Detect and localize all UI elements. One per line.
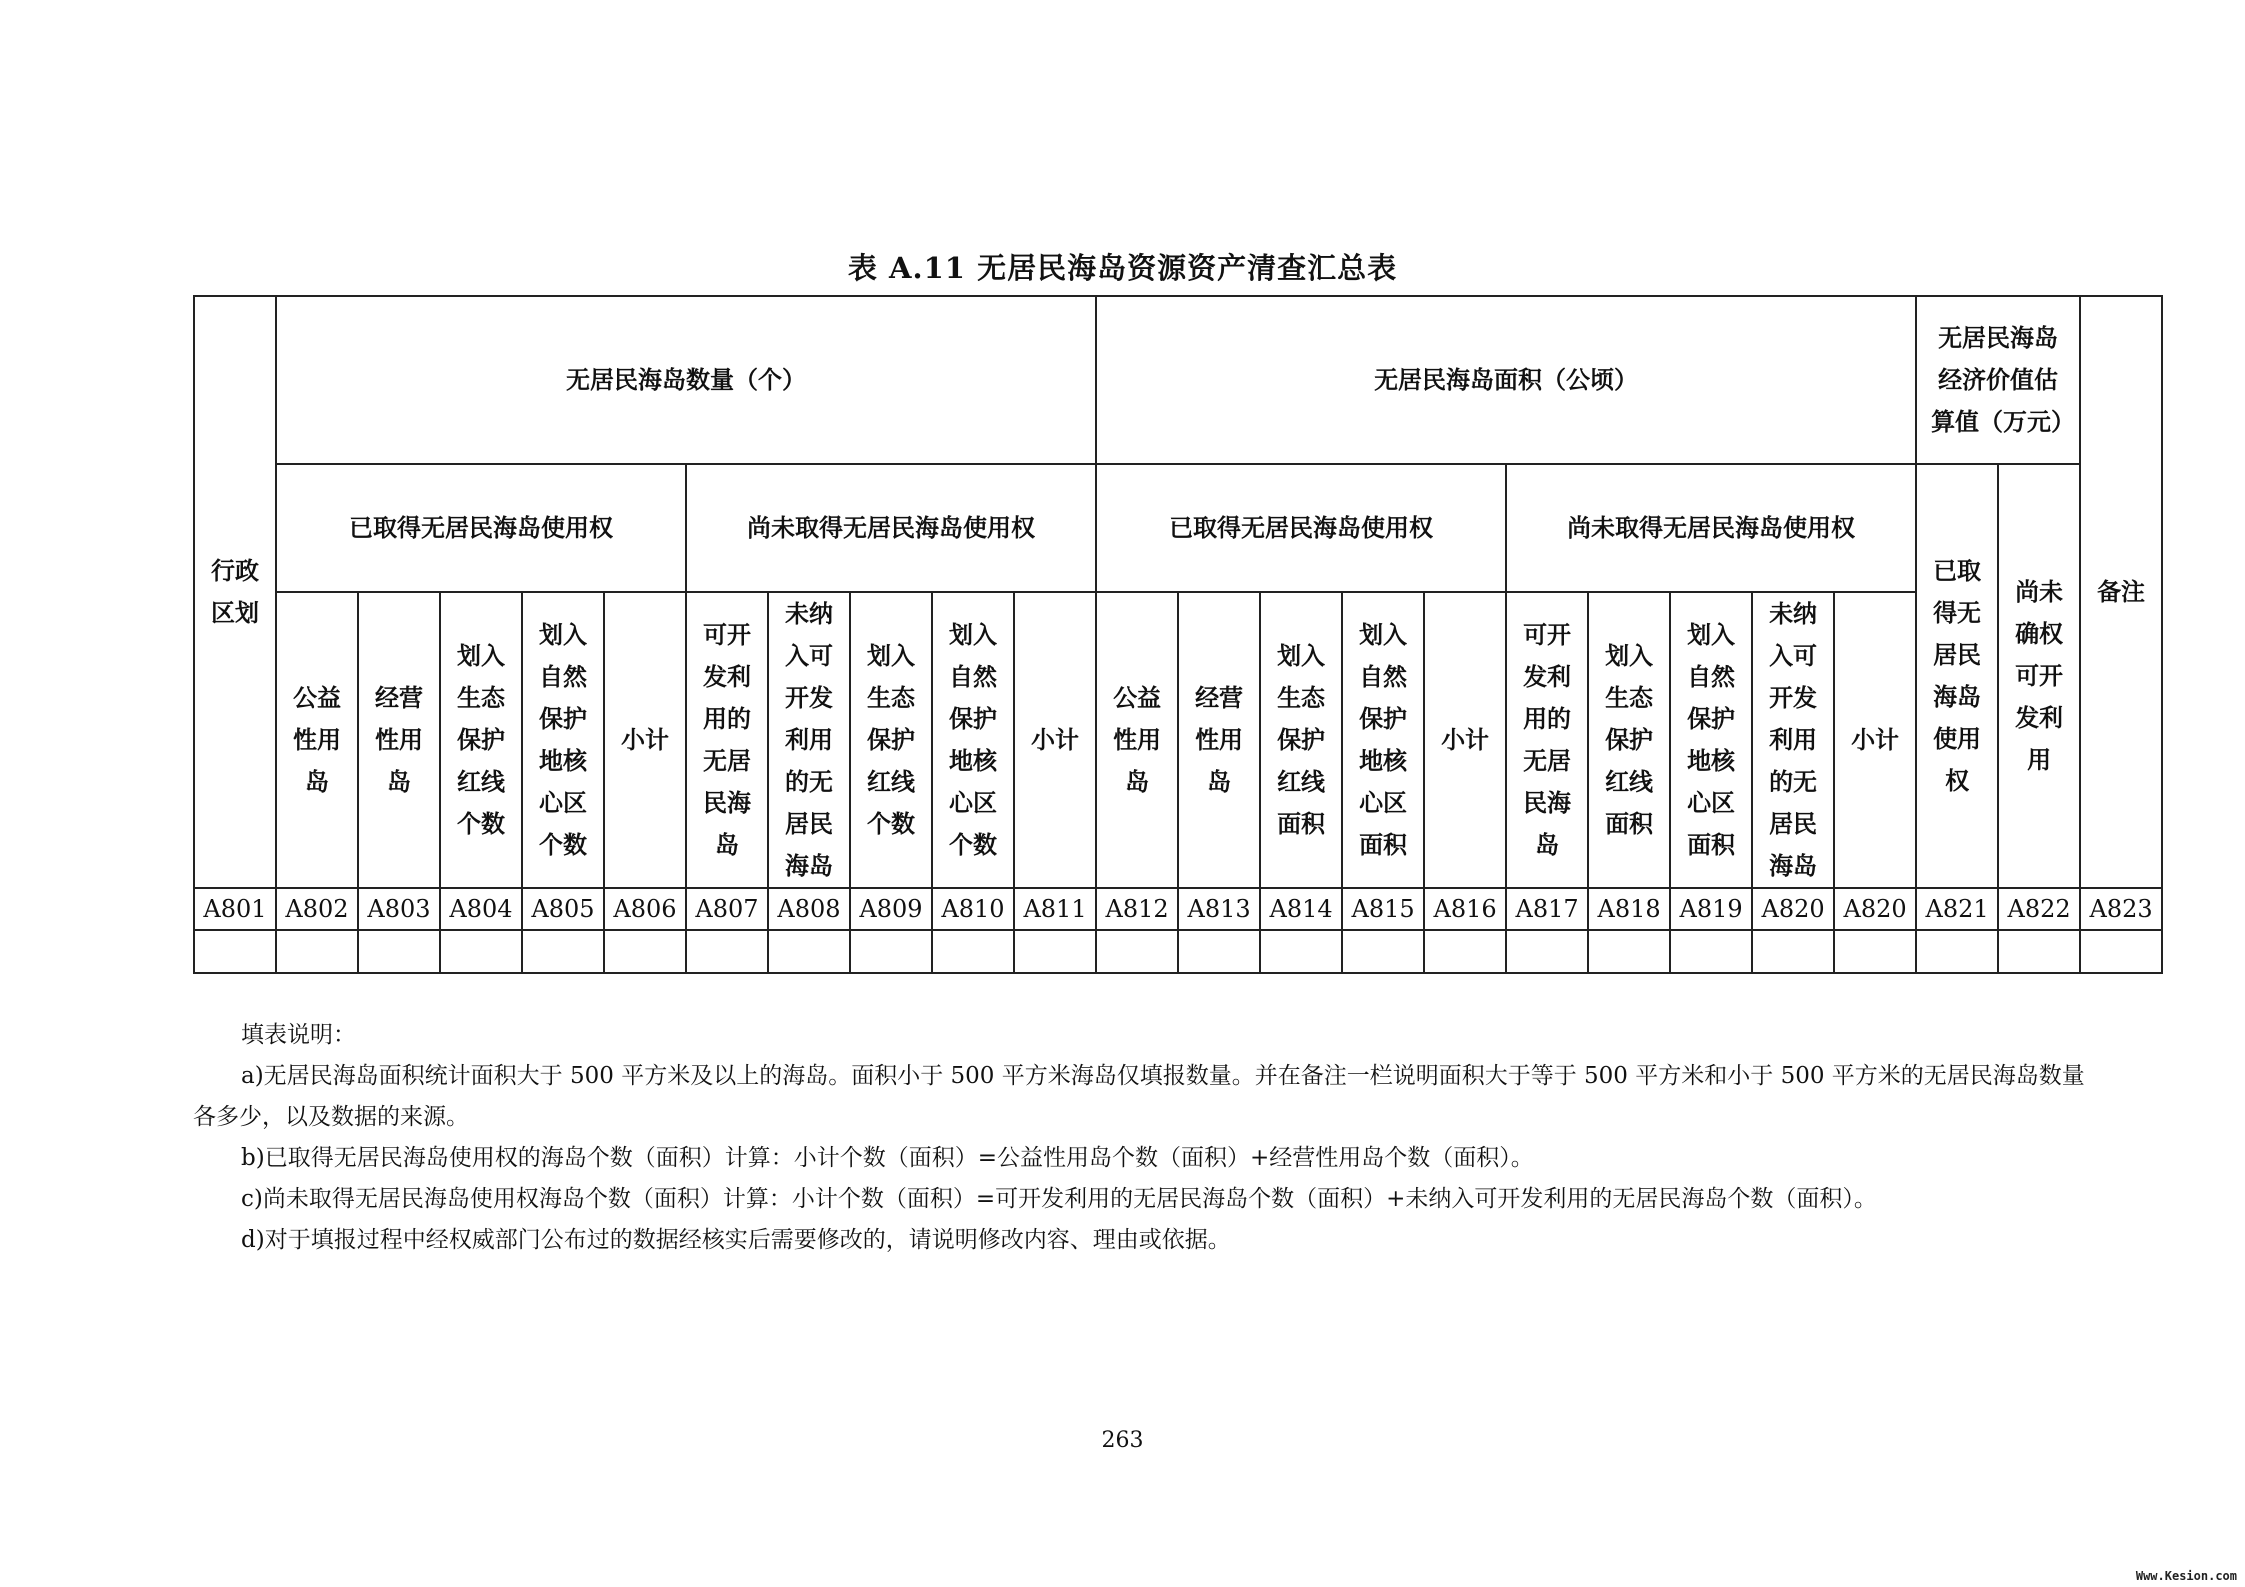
data-cell[interactable] — [1752, 930, 1834, 973]
data-cell[interactable] — [768, 930, 850, 973]
col-header: 小计 — [1014, 592, 1096, 888]
code-cell: A802 — [276, 888, 358, 930]
col-header: 可开发利用的无居民海岛 — [686, 592, 768, 888]
code-cell: A820 — [1752, 888, 1834, 930]
code-cell: A820 — [1834, 888, 1916, 930]
col-header: 小计 — [1424, 592, 1506, 888]
notes-heading: 填表说明： — [241, 1022, 356, 1048]
data-cell[interactable] — [1424, 930, 1506, 973]
code-cell: A805 — [522, 888, 604, 930]
code-cell: A812 — [1096, 888, 1178, 930]
data-cell[interactable] — [1342, 930, 1424, 973]
col-header: 经营性用岛 — [358, 592, 440, 888]
data-cell[interactable] — [2080, 930, 2162, 973]
area-header: 无居民海岛面积（公顷） — [1096, 296, 1916, 464]
data-cell[interactable] — [1670, 930, 1752, 973]
page-number: 263 — [1101, 1428, 1144, 1453]
code-cell: A804 — [440, 888, 522, 930]
note-item: b)已取得无居民海岛使用权的海岛个数（面积）计算：小计个数（面积）=公益性用岛个数（面积）+经营性用岛个数（面积）。 — [241, 1145, 1534, 1171]
data-cell[interactable] — [850, 930, 932, 973]
data-cell[interactable] — [358, 930, 440, 973]
col-header: 未纳入可开发利用的无居民海岛 — [768, 592, 850, 888]
region-header: 行政区划 — [194, 296, 276, 888]
code-cell: A822 — [1998, 888, 2080, 930]
code-cell: A801 — [194, 888, 276, 930]
code-cell: A809 — [850, 888, 932, 930]
data-cell[interactable] — [1916, 930, 1998, 973]
note-item: c)尚未取得无居民海岛使用权海岛个数（面积）计算：小计个数（面积）=可开发利用的无居民海岛个数（面积）+未纳入可开发利用的无居民海岛个数（面积）。 — [241, 1186, 1877, 1212]
note-item: d)对于填报过程中经权威部门公布过的数据经核实后需要修改的，请说明修改内容、理由或依据。 — [241, 1227, 1231, 1253]
table-title: 表 A.11 无居民海岛资源资产清查汇总表 — [847, 251, 1398, 285]
code-cell: A813 — [1178, 888, 1260, 930]
code-cell: A811 — [1014, 888, 1096, 930]
col-header: 划入生态保护红线个数 — [850, 592, 932, 888]
data-cell[interactable] — [194, 930, 276, 973]
code-cell: A814 — [1260, 888, 1342, 930]
code-cell: A810 — [932, 888, 1014, 930]
data-cell[interactable] — [1506, 930, 1588, 973]
code-cell: A816 — [1424, 888, 1506, 930]
data-cell[interactable] — [1014, 930, 1096, 973]
col-header: 小计 — [604, 592, 686, 888]
col-header: 小计 — [1834, 592, 1916, 888]
value-header: 无居民海岛经济价值估算值（万元） — [1916, 296, 2080, 464]
code-cell: A806 — [604, 888, 686, 930]
data-cell[interactable] — [1178, 930, 1260, 973]
col-header: 划入自然保护地核心区面积 — [1342, 592, 1424, 888]
col-header: 划入自然保护地核心区面积 — [1670, 592, 1752, 888]
data-row — [194, 930, 2162, 973]
code-cell: A803 — [358, 888, 440, 930]
watermark: Www.Kesion.com — [2135, 1569, 2237, 1583]
summary-table — [193, 295, 2163, 974]
col-header: 划入生态保护红线个数 — [440, 592, 522, 888]
data-cell[interactable] — [1834, 930, 1916, 973]
data-cell[interactable] — [440, 930, 522, 973]
data-cell[interactable] — [276, 930, 358, 973]
code-cell: A807 — [686, 888, 768, 930]
code-cell: A817 — [1506, 888, 1588, 930]
data-cell[interactable] — [932, 930, 1014, 973]
code-cell: A808 — [768, 888, 850, 930]
col-header: 可开发利用的无居民海岛 — [1506, 592, 1588, 888]
code-row — [194, 888, 2162, 930]
quantity-header: 无居民海岛数量（个） — [276, 296, 1096, 464]
col-header: 经营性用岛 — [1178, 592, 1260, 888]
quantity-not-obtained-header: 尚未取得无居民海岛使用权 — [686, 464, 1096, 592]
code-cell: A819 — [1670, 888, 1752, 930]
value-obtained-header: 已取得无居民海岛使用权 — [1916, 464, 1998, 888]
area-not-obtained-header: 尚未取得无居民海岛使用权 — [1506, 464, 1916, 592]
col-header: 未纳入可开发利用的无居民海岛 — [1752, 592, 1834, 888]
col-header: 公益性用岛 — [276, 592, 358, 888]
col-header: 划入自然保护地核心区个数 — [932, 592, 1014, 888]
col-header: 公益性用岛 — [1096, 592, 1178, 888]
code-cell: A821 — [1916, 888, 1998, 930]
data-cell[interactable] — [604, 930, 686, 973]
area-obtained-header: 已取得无居民海岛使用权 — [1096, 464, 1506, 592]
note-item: a)无居民海岛面积统计面积大于 500 平方米及以上的海岛。面积小于 500 平方米海岛仅填报数量。并在备注一栏说明面积大于等于 500 平方米和小于 500 平方米的无居民海岛数量各多少，以及数据的来源。 — [193, 1063, 2085, 1130]
code-cell: A815 — [1342, 888, 1424, 930]
col-header: 划入生态保护红线面积 — [1260, 592, 1342, 888]
value-not-obtained-header: 尚未确权可开发利用 — [1998, 464, 2080, 888]
data-cell[interactable] — [1260, 930, 1342, 973]
quantity-obtained-header: 已取得无居民海岛使用权 — [276, 464, 686, 592]
remarks-header: 备注 — [2080, 296, 2162, 888]
data-cell[interactable] — [1588, 930, 1670, 973]
data-cell[interactable] — [522, 930, 604, 973]
data-cell[interactable] — [686, 930, 768, 973]
code-cell: A823 — [2080, 888, 2162, 930]
col-header: 划入生态保护红线面积 — [1588, 592, 1670, 888]
col-header: 划入自然保护地核心区个数 — [522, 592, 604, 888]
code-cell: A818 — [1588, 888, 1670, 930]
data-cell[interactable] — [1998, 930, 2080, 973]
data-cell[interactable] — [1096, 930, 1178, 973]
filling-notes — [193, 1015, 2093, 1261]
